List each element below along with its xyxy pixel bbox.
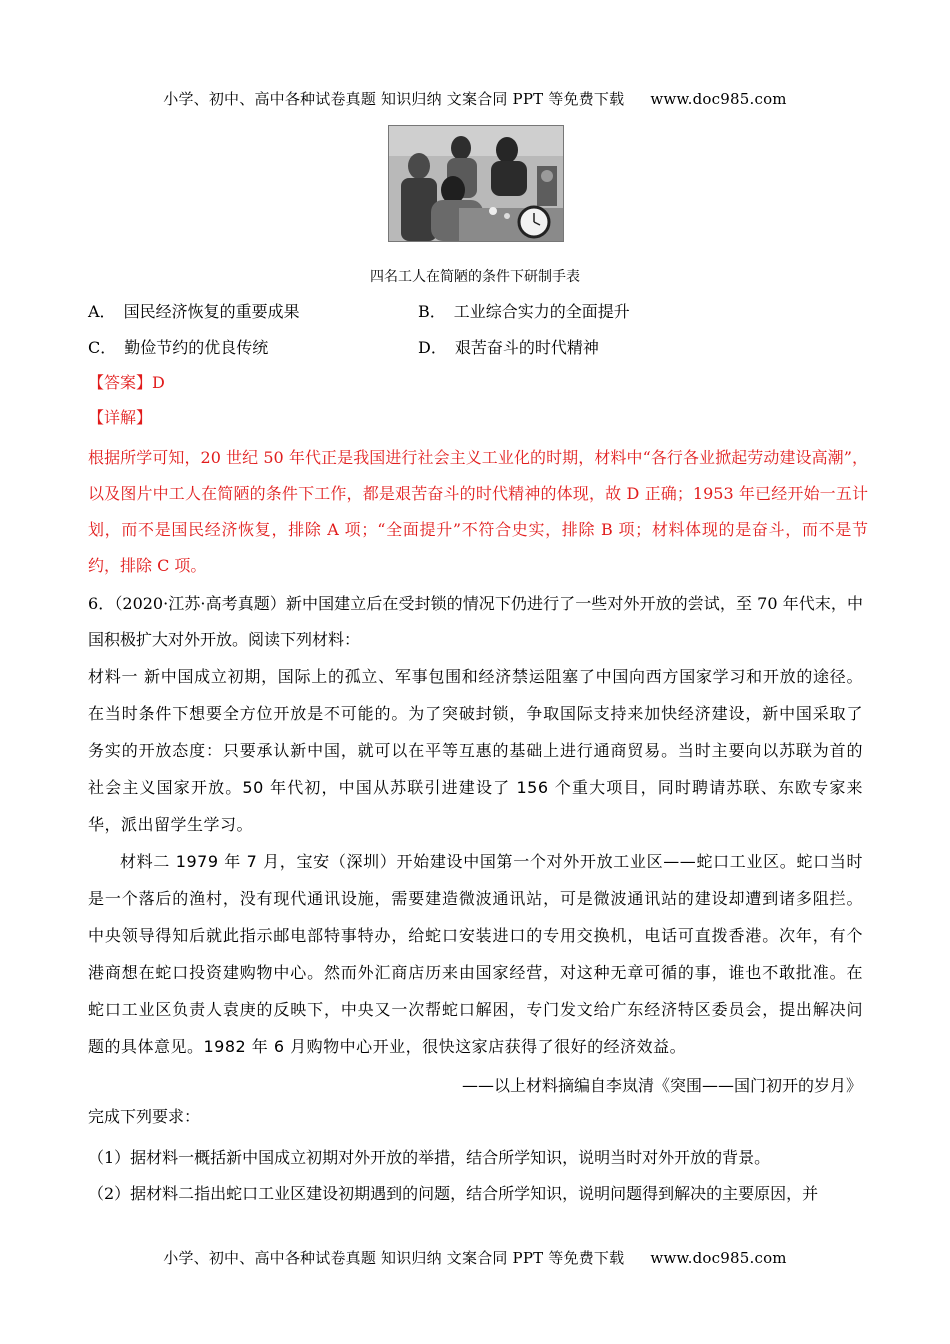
- detail-explanation: 根据所学可知，20 世纪 50 年代正是我国进行社会主义工业化的时期，材料中“各行各业掀起劳动建设高潮”，以及图片中工人在简陋的条件下工作，都是艰苦奋斗的时代精神的体现，故 D 正确；1953 年已经开始一五计划，而不是国民经济恢复，排除 A 项；“全面提升”不符合史实，排除 B 项；材料体现的是奋斗，而不是节约，排除 C 项。: [88, 448, 868, 575]
- material-two: 材料二 1979 年 7 月，宝安（深圳）开始建设中国第一个对外开放工业区——蛇口工业区。蛇口当时是一个落后的渔村，没有现代通讯设施，需要建造微波通讯站，可是微波通讯站的建设却遭到诸多阻拦。中央领导得知后就此指示邮电部特事特办，给蛇口安装进口的专用交换机，电话可直拨香港。次年，有个港商想在蛇口投资建购物中心。然而外汇商店历来由国家经营，对这种无章可循的事，谁也不敢批准。在蛇口工业区负责人袁庚的反映下，中央又一次帮蛇口解困，专门发文给广东经济特区委员会，提出解决问题的具体意见。1982 年 6 月购物中心开业，很快这家店获得了很好的经济效益。: [88, 852, 863, 1056]
- option-d-letter: D．: [418, 338, 447, 357]
- option-a-letter: A．: [88, 302, 116, 321]
- footer-url[interactable]: www.doc985.com: [650, 1249, 787, 1267]
- requirements-intro: 完成下列要求：: [88, 1107, 201, 1126]
- option-c-letter: C．: [88, 338, 117, 357]
- option-a: [88, 299, 300, 322]
- photo-illustration: [389, 126, 563, 241]
- option-c-text: 勤俭节约的优良传统: [124, 338, 269, 357]
- material-source: ——以上材料摘编自李岚清《突围——国门初开的岁月》: [461, 1076, 862, 1095]
- detail-label: 【详解】: [88, 408, 153, 427]
- answer-value: D: [152, 373, 165, 392]
- requirement-item-1: （1）据材料一概括新中国成立初期对外开放的举措，结合所学知识，说明当时对外开放的背景。: [88, 1148, 771, 1167]
- answer-label: 【答案】: [88, 373, 153, 392]
- option-b: [418, 299, 630, 322]
- option-d-text: 艰苦奋斗的时代精神: [454, 338, 599, 357]
- header-text: 小学、初中、高中各种试卷真题 知识归纳 文案合同 PPT 等免费下载: [163, 90, 625, 108]
- option-d: [418, 335, 599, 358]
- footer-text: 小学、初中、高中各种试卷真题 知识归纳 文案合同 PPT 等免费下载: [163, 1249, 625, 1267]
- page-header: [0, 88, 950, 109]
- header-url[interactable]: www.doc985.com: [650, 90, 787, 108]
- page-footer: [0, 1247, 950, 1268]
- option-b-letter: B．: [418, 302, 446, 321]
- option-c: [88, 335, 268, 358]
- watch-workers-photo: [388, 125, 564, 242]
- option-a-text: 国民经济恢复的重要成果: [123, 302, 300, 321]
- option-b-text: 工业综合实力的全面提升: [453, 302, 630, 321]
- material-one: 材料一 新中国成立初期，国际上的孤立、军事包围和经济禁运阻塞了中国向西方国家学习和开放的途径。在当时条件下想要全方位开放是不可能的。为了突破封锁，争取国际支持来加快经济建设，新中国采取了务实的开放态度：只要承认新中国，就可以在平等互惠的基础上进行通商贸易。当时主要向以苏联为首的社会主义国家开放。50 年代初，中国从苏联引进建设了 156 个重大项目，同时聘请苏联、东欧专家来华，派出留学生学习。: [88, 667, 863, 834]
- question-6-stem: 6．（2020·江苏·高考真题）新中国建立后在受封锁的情况下仍进行了一些对外开放的尝试，至 70 年代末，中国积极扩大对外开放。阅读下列材料：: [88, 594, 863, 649]
- requirement-item-2: （2）据材料二指出蛇口工业区建设初期遇到的问题，结合所学知识，说明问题得到解决的主要原因，并: [88, 1184, 819, 1203]
- photo-caption: 四名工人在简陋的条件下研制手表: [370, 269, 580, 285]
- answer-line: [88, 370, 165, 393]
